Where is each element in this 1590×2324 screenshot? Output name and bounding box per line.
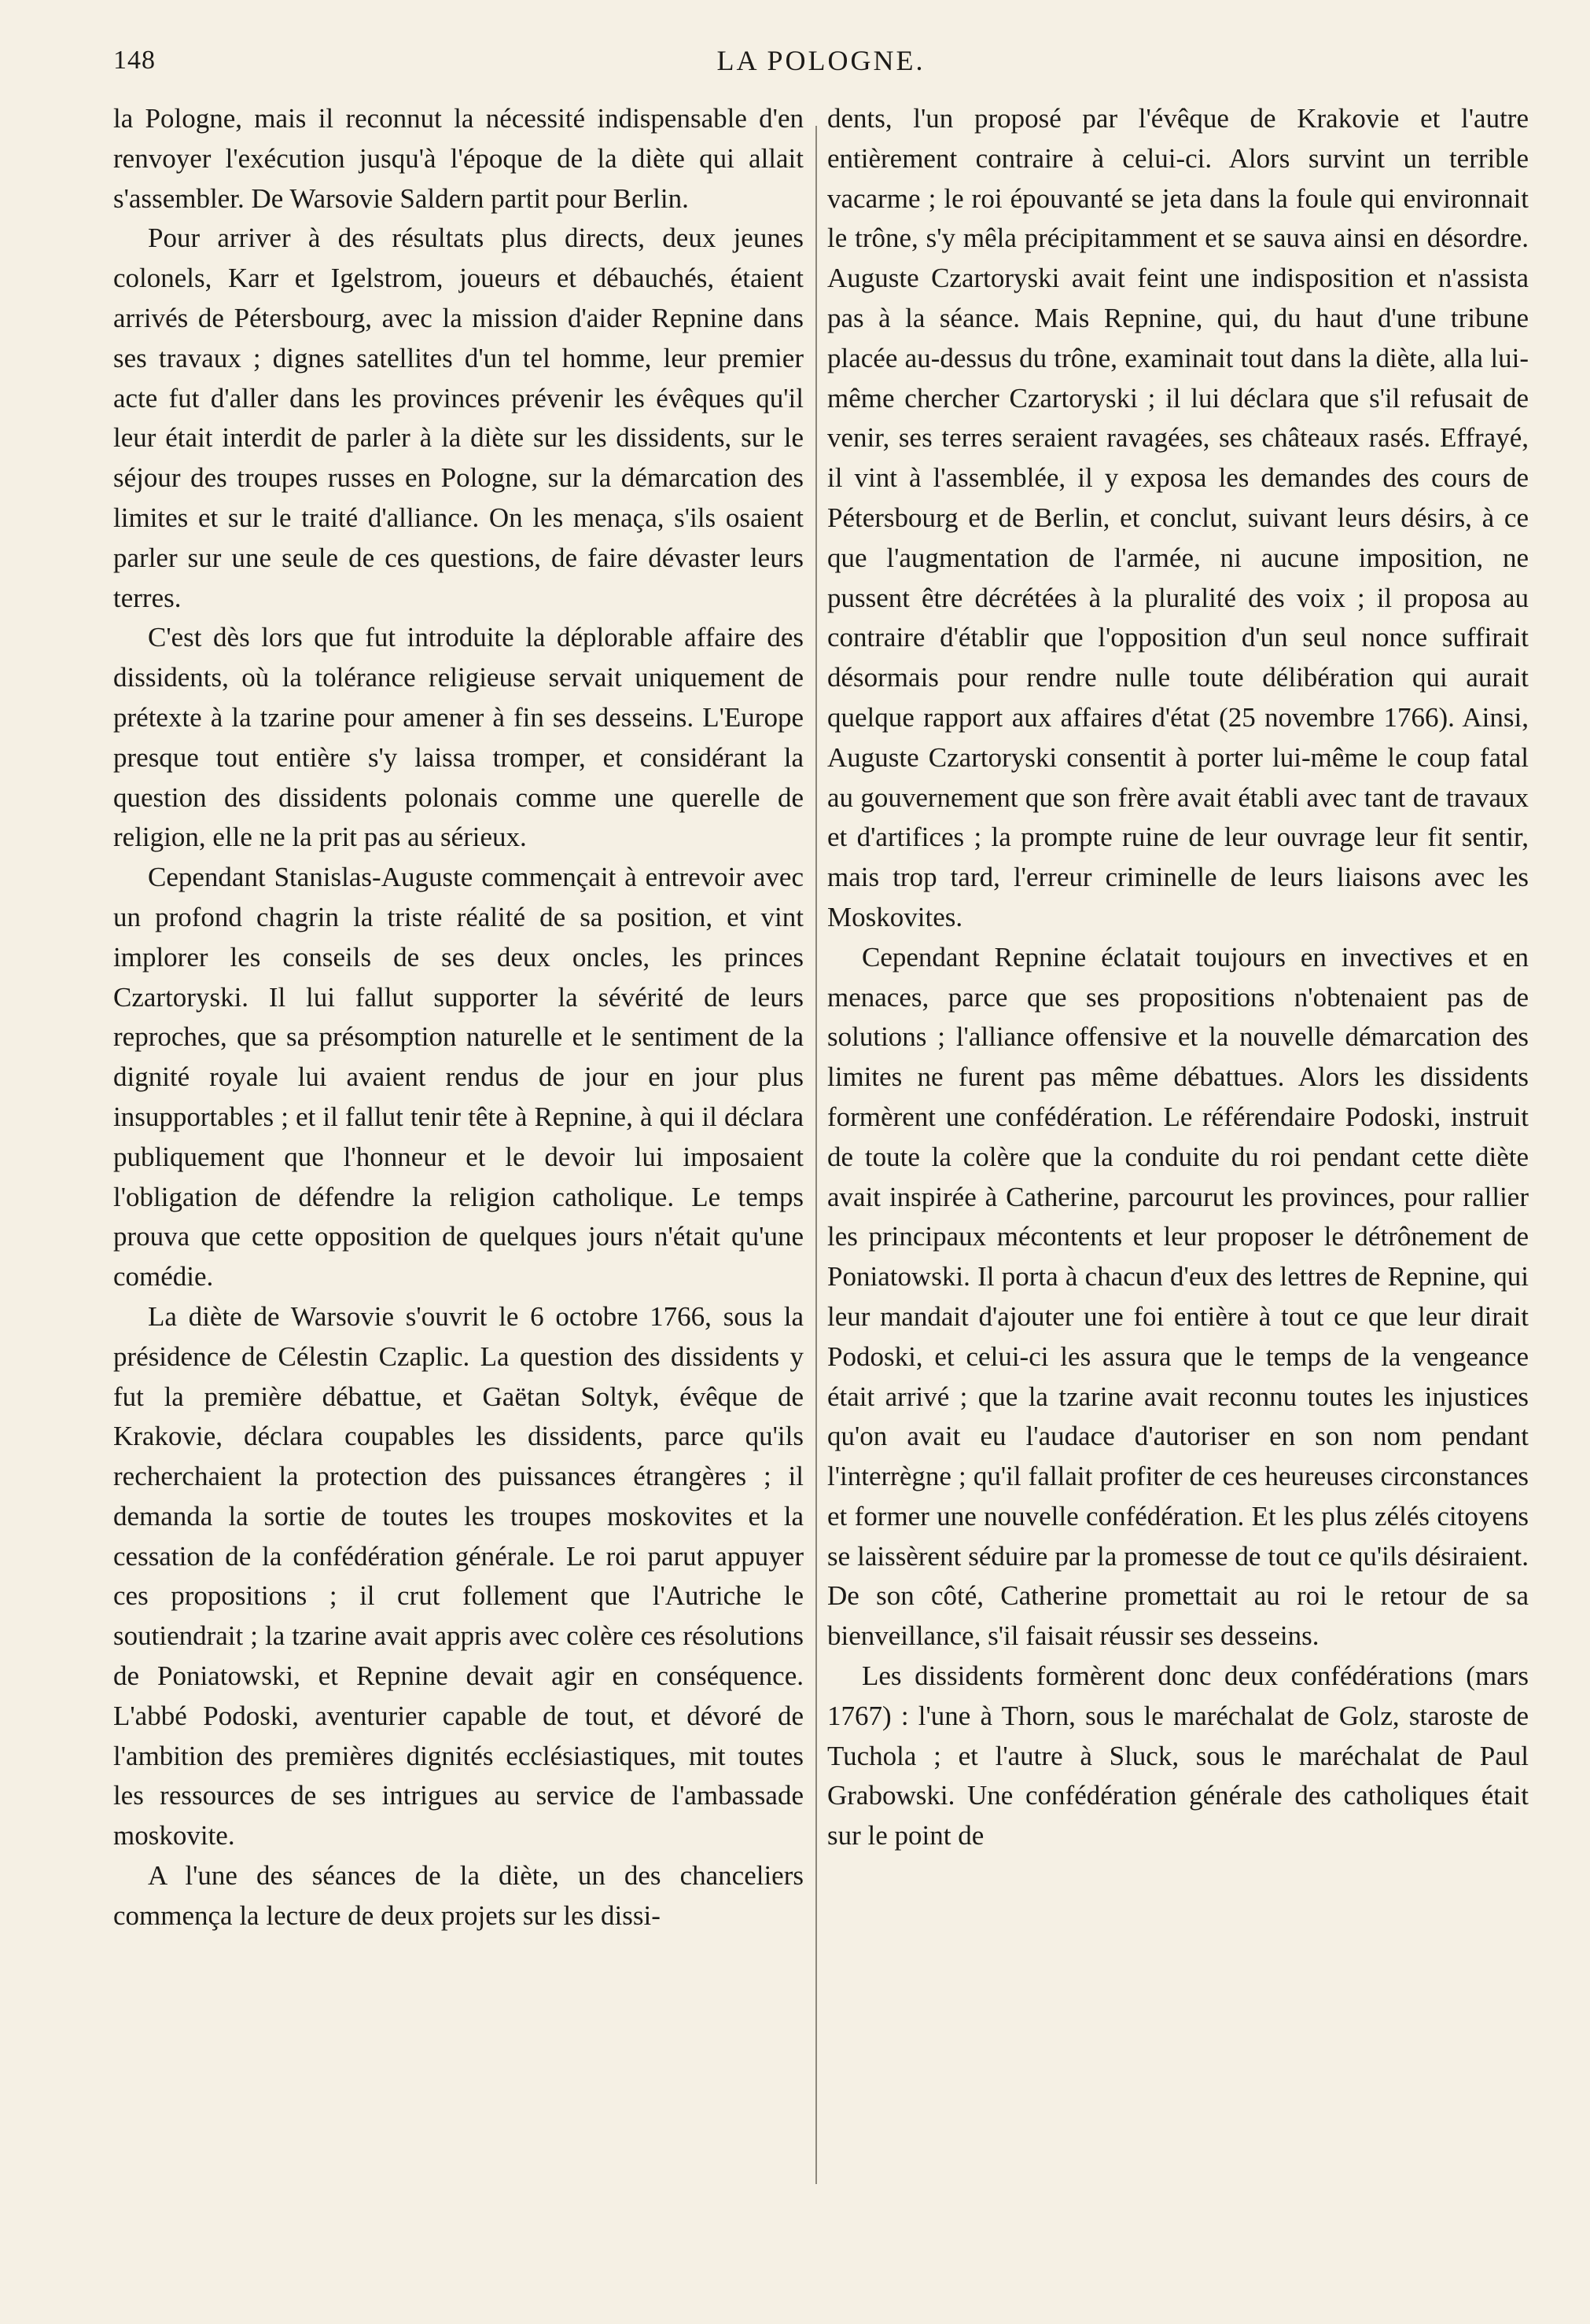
paragraph: Les dissidents formèrent donc deux confédérations (mars 1767) : l'une à Thorn, sous le maréchalat de Golz, staroste de Tuchola ; et l'autre à Sluck, sous le maréchalat de Paul Grabowski. Une confédération générale des catholiques était sur le point de bbox=[827, 1660, 1529, 1851]
page-number: 148 bbox=[113, 46, 156, 75]
paragraph: la Pologne, mais il reconnut la nécessité indispensable d'en renvoyer l'exécution jusqu'à l'époque de la diète qui allait s'assembler. De Warsovie Saldern partit pour Berlin. bbox=[113, 103, 804, 214]
column-divider bbox=[815, 126, 817, 2184]
paragraph: C'est dès lors que fut introduite la déplorable affaire des dissidents, où la tolérance religieuse servait uniquement de prétexte à la tzarine pour amener à fin ses desseins. L'Europe presque tout entière s'y laissa tromper, et considérant la question des dissidents polonais comme une querelle de religion, elle ne la prit pas au sérieux. bbox=[113, 622, 804, 853]
paragraph: Cependant Repnine éclatait toujours en invectives et en menaces, parce que ses propositions n'obtenaient pas de solutions ; l'alliance offensive et la nouvelle démarcation des limites ne furent pas même débattues. Alors les dissidents formèrent une confédération. Le référendaire Podoski, instruit de toute la colère que la conduite du roi pendant cette diète avait inspirée à Catherine, parcourut les provinces, pour rallier les principaux mécontents et leur proposer le détrônement de Poniatowski. Il porta à chacun d'eux des lettres de Repnine, qui leur mandait d'ajouter une foi entière à tout ce que leur dirait Podoski, et celui-ci les assura que le temps de la vengeance était arrivé ; que la tzarine avait reconnu toutes les injustices qu'on avait eu l'audace d'autoriser en son nom pendant l'interrègne ; qu'il fallait profiter de ces heureuses circonstances et former une nouvelle confédération. Et les plus zélés citoyens se laissèrent séduire par la promesse de tout ce qu'ils désiraient. De son côté, Catherine promettait au roi le retour de sa bienveillance, s'il faisait réussir ses desseins. bbox=[827, 941, 1529, 1652]
paragraph: La diète de Warsovie s'ouvrit le 6 octobre 1766, sous la présidence de Célestin Czaplic. La question des dissidents y fut la première débattue, et Gaëtan Soltyk, évêque de Krakovie, déclara coupables les dissidents, parce qu'ils recherchaient la protection des puissances étrangères ; il demanda la sortie de toutes les troupes moskovites et la cessation de la confédération générale. Le roi parut appuyer ces propositions ; il crut follement que l'Autriche le soutiendrait ; la tzarine avait appris avec colère ces résolutions de Poniatowski, et Repnine devait agir en conséquence. L'abbé Podoski, aventurier capable de tout, et dévoré de l'ambition des premières dignités ecclésiastiques, mit toutes les ressources de ses intrigues au service de l'ambassade moskovite. bbox=[113, 1300, 804, 1851]
page-header bbox=[113, 41, 1529, 88]
paragraph: A l'une des séances de la diète, un des chanceliers commença la lecture de deux projets sur les dissi- bbox=[113, 1860, 804, 1931]
paragraph: Cependant Stanislas-Auguste commençait à entrevoir avec un profond chagrin la triste réalité de sa position, et vint implorer les conseils de ses deux oncles, les princes Czartoryski. Il lui fallut supporter la sévérité de leurs reproches, que sa présomption naturelle et le sentiment de la dignité royale lui avaient rendus de jour en jour plus insupportables ; et il fallut tenir tête à Repnine, à qui il déclara publiquement que l'honneur et le devoir lui imposaient l'obligation de défendre la religion catholique. Le temps prouva que cette opposition de quelques jours n'était qu'une comédie. bbox=[113, 862, 804, 1293]
paragraph: dents, l'un proposé par l'évêque de Krakovie et l'autre entièrement contraire à celui-ci. Alors survint un terrible vacarme ; le roi épouvanté se jeta dans la foule qui environnait le trône, s'y mêla précipitamment et se sauva ainsi en désordre. Auguste Czartoryski avait feint une indisposition et n'assista pas à la séance. Mais Repnine, qui, du haut d'une tribune placée au-dessus du trône, examinait tout dans la diète, alla lui-même chercher Czartoryski ; il lui déclara que s'il refusait de venir, ses terres seraient ravagées, ses châteaux rasés. Effrayé, il vint à l'assemblée, il y exposa les demandes des cours de Pétersbourg et de Berlin, et conclut, suivant leurs désirs, à ce que l'augmentation de l'armée, ni aucune imposition, ne pussent être décrétées à la pluralité des voix ; il proposa au contraire d'établir que l'opposition d'un seul nonce suffirait désormais pour rendre nulle toute délibération qui aurait quelque rapport aux affaires d'état (25 novembre 1766). Ainsi, Auguste Czartoryski consentit à porter lui-même le coup fatal au gouvernement que son frère avait établi avec tant de travaux et d'artifices ; la prompte ruine de leur ouvrage leur fit sentir, mais trop tard, l'erreur criminelle de leurs liaisons avec les Moskovites. bbox=[827, 103, 1529, 932]
paragraph: Pour arriver à des résultats plus directs, deux jeunes colonels, Karr et Igelstrom, joueurs et débauchés, étaient arrivés de Pétersbourg, avec la mission d'aider Repnine dans ses travaux ; dignes satellites d'un tel homme, leur premier acte fut d'aller dans les provinces prévenir les évêques qu'il leur était interdit de parler à la diète sur les dissidents, sur le séjour des troupes russes en Pologne, sur la démarcation des limites et sur le traité d'alliance. On les menaça, s'ils osaient parler sur une seule de ces questions, de faire dévaster leurs terres. bbox=[113, 222, 804, 613]
running-title: LA POLOGNE. bbox=[716, 45, 926, 76]
left-column bbox=[113, 99, 804, 1936]
right-column bbox=[827, 99, 1529, 1856]
